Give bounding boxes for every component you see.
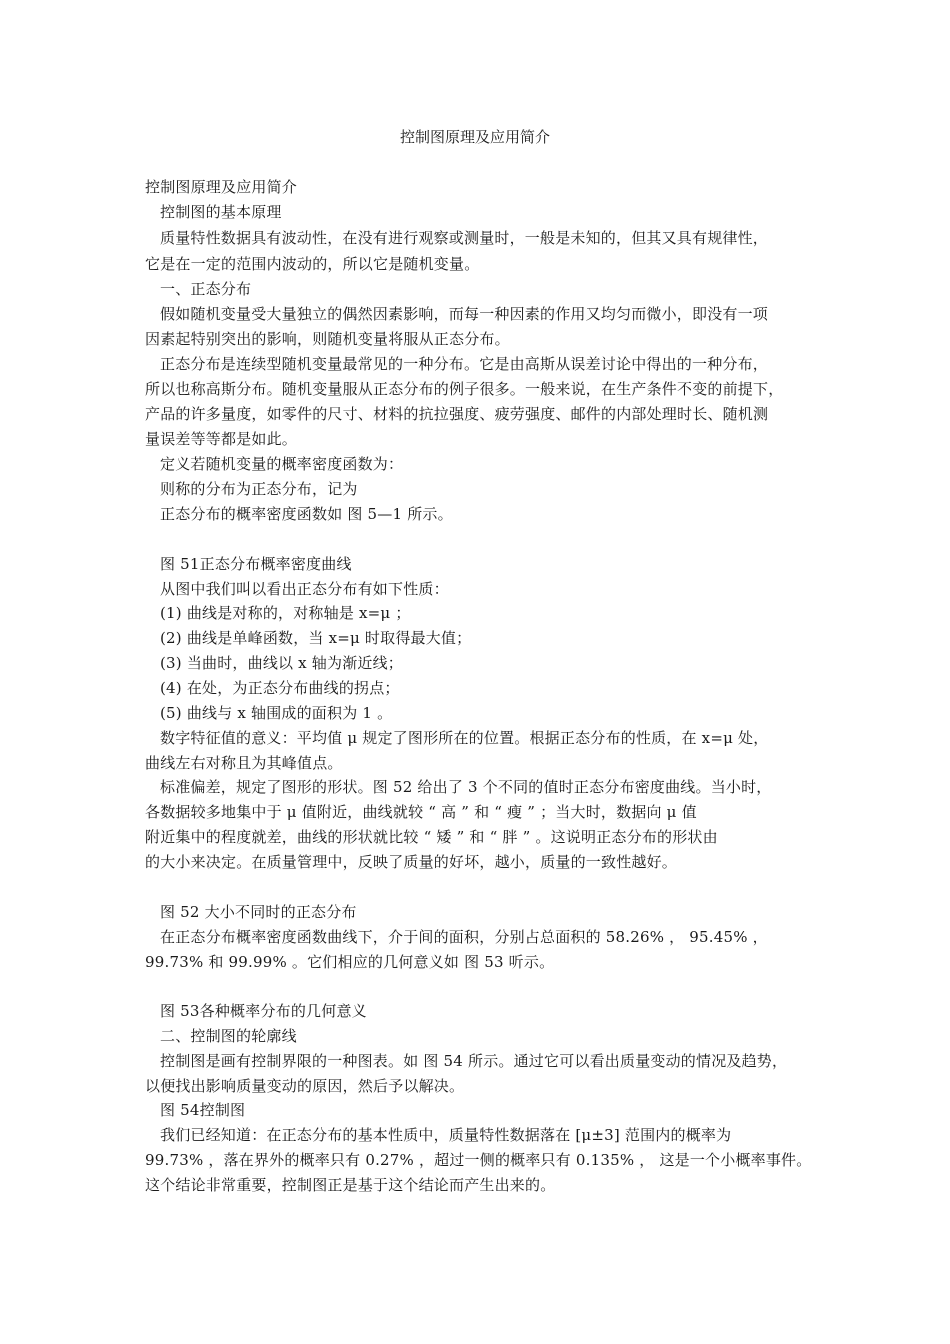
figure-caption: 图 53各种概率分布的几何意义 [160,1002,367,1020]
paragraph-line: 它是在一定的范围内波动的，所以它是随机变量。 [145,255,480,273]
paragraph-line: 以便找出影响质量变动的原因，然后予以解决。 [145,1077,465,1095]
list-item: (2) 曲线是单峰函数，当 x=μ 时取得最大值； [160,629,472,647]
section-heading: 二、控制图的轮廓线 [160,1027,297,1045]
paragraph-line: 量误差等等都是如此。 [145,430,298,448]
paragraph-line: 假如随机变量受大量独立的偶然因素影响，而每一种因素的作用又均匀而微小，即没有一项 [160,305,769,323]
paragraph-line: 正态分布是连续型随机变量最常见的一种分布。它是由高斯从误差讨论中得出的一种分布， [160,355,769,373]
heading: 控制图原理及应用简介 [145,178,298,196]
figure-caption: 图 52 大小不同时的正态分布 [160,903,357,921]
paragraph-line: 控制图是画有控制界限的一种图表。如 图 54 所示。通过它可以看出质量变动的情况及趋势， [160,1052,788,1070]
figure-caption: 图 54控制图 [160,1101,246,1119]
paragraph-line: 数字特征值的意义：平均值 μ 规定了图形所在的位置。根据正态分布的性质，在 x=μ 处， [160,729,769,747]
paragraph-line: 附近集中的程度就差，曲线的形状就比较 “ 矮 ” 和 “ 胖 ” 。这说明正态分布的形状由 [145,828,718,846]
paragraph-line: 在正态分布概率密度函数曲线下，介于间的面积，分别占总面积的 58.26% ， 95.45% ， [160,928,768,946]
paragraph-line: 则称的分布为正态分布，记为 [160,480,358,498]
paragraph-line: 曲线左右对称且为其峰值点。 [145,754,343,772]
figure-caption: 图 51正态分布概率密度曲线 [160,555,352,573]
list-item: (1) 曲线是对称的，对称轴是 x=μ ； [160,604,411,622]
paragraph-line: 99.73% ，落在界外的概率只有 0.27% ，超过一侧的概率只有 0.135% ， 这是一个小概率事件。 [145,1151,812,1169]
list-item: (4) 在处，为正态分布曲线的拐点； [160,679,400,697]
paragraph-line: 标准偏差，规定了图形的形状。图 52 给出了 3 个不同的值时正态分布密度曲线。当小时， [160,778,772,796]
list-item: (3) 当曲时，曲线以 x 轴为渐近线； [160,654,404,672]
paragraph-line: 所以也称高斯分布。随机变量服从正态分布的例子很多。一般来说，在生产条件不变的前提下， [145,380,784,398]
paragraph-line: 我们已经知道：在正态分布的基本性质中，质量特性数据落在 [μ±3] 范围内的概率为 [160,1126,732,1144]
list-item: (5) 曲线与 x 轴围成的面积为 1 。 [160,704,393,722]
paragraph-line: 从图中我们叫以看出正态分布有如下性质： [160,580,449,598]
document-title: 控制图原理及应用简介 [399,128,550,146]
paragraph-line: 正态分布的概率密度函数如 图 5—1 所示。 [160,505,453,523]
paragraph-line: 质量特性数据具有波动性，在没有进行观察或测量时，一般是未知的，但其又具有规律性， [160,229,769,247]
paragraph-line: 产品的许多量度，如零件的尺寸、材料的抗拉强度、疲劳强度、邮件的内部处理时长、随机测 [145,405,769,423]
paragraph-line: 的大小来决定。在质量管理中，反映了质量的好坏，越小，质量的一致性越好。 [145,853,678,871]
paragraph-line: 定义若随机变量的概率密度函数为： [160,455,404,473]
paragraph-line: 各数据较多地集中于 μ 值附近，曲线就较 “ 高 ” 和 “ 瘦 ” ；当大时，数据向 μ 值 [145,803,697,821]
subheading: 控制图的基本原理 [160,203,282,221]
section-heading: 一、正态分布 [160,280,252,298]
paragraph-line: 这个结论非常重要，控制图正是基于这个结论而产生出来的。 [145,1176,556,1194]
paragraph-line: 99.73% 和 99.99% 。它们相应的几何意义如 图 53 听示。 [145,953,555,971]
paragraph-line: 因素起特别突出的影响，则随机变量将服从正态分布。 [145,330,510,348]
